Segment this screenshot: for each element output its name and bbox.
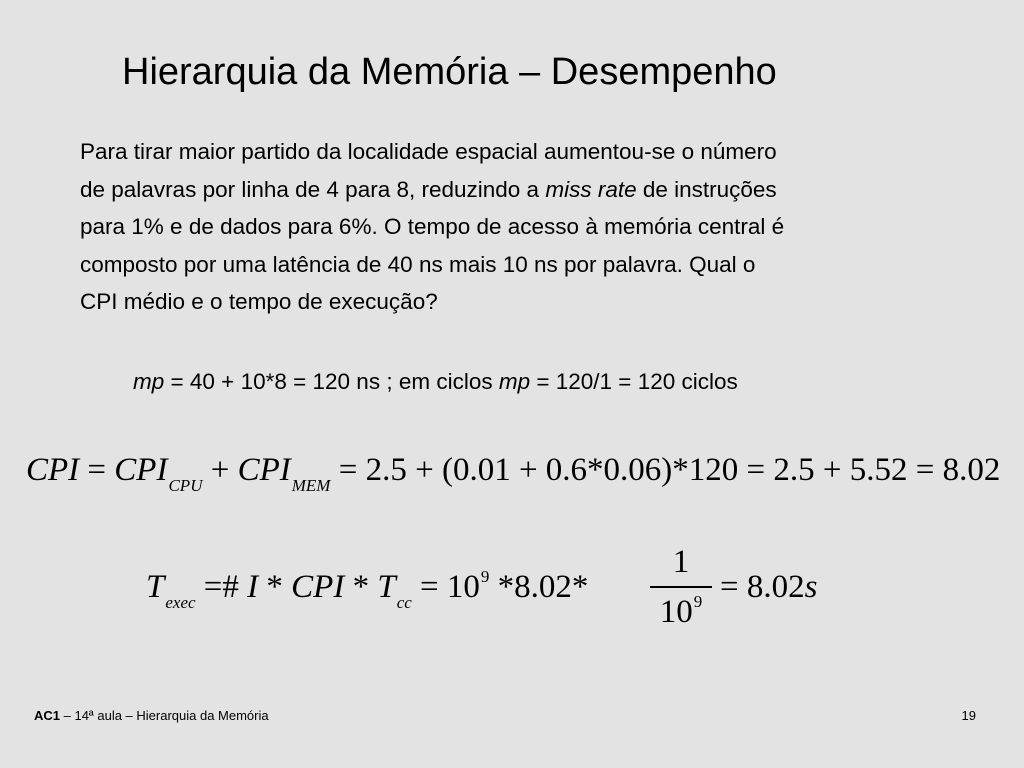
cpi-plus: + [202, 452, 238, 488]
exec-subscript: exec [165, 593, 196, 612]
mid-product: *8.02* [489, 569, 589, 605]
t-symbol: T [146, 569, 165, 605]
fraction-numerator: 1 [672, 544, 690, 580]
mem-subscript: MEM [291, 476, 331, 495]
footer-caption [34, 707, 269, 725]
cpu-subscript: CPU [168, 476, 203, 495]
exponent-9: 9 [480, 567, 490, 586]
cpi-symbol: CPI [291, 569, 345, 605]
miss-penalty-line [133, 365, 738, 399]
star-1: * [258, 569, 292, 605]
paragraph-line-1: Para tirar maior partido da localidade espacial aumentou-se o número [80, 139, 777, 164]
lesson-title: – 14ª aula – Hierarquia da Memória [60, 708, 269, 723]
star-2: * [344, 569, 378, 605]
course-code: AC1 [34, 708, 61, 723]
page-number: 19 [961, 708, 976, 723]
eq-hash: =# [195, 569, 248, 605]
fraction-bar [650, 586, 712, 588]
problem-statement [80, 133, 980, 321]
exec-time-left [146, 565, 588, 614]
cpi-equals: = [79, 452, 115, 488]
cpi-mem-term: CPI [237, 452, 291, 488]
result-value: = 8.02 [720, 569, 805, 605]
miss-rate-term: miss rate [545, 176, 637, 202]
denominator-exponent: 9 [693, 592, 703, 611]
seconds-unit: s [804, 569, 818, 605]
mp-symbol: mp [133, 369, 165, 394]
mp-calc-cycles: = 120/1 = 120 ciclos [530, 369, 738, 394]
paragraph-line-4: composto por uma latência de 40 ns mais 10 ns por palavra. Qual o [80, 251, 756, 277]
denominator-base: 10 [659, 594, 693, 630]
cpi-equation [26, 448, 1000, 497]
paragraph-line-2-end: de instruções [636, 176, 777, 202]
fraction [650, 540, 712, 639]
cc-subscript: cc [396, 593, 412, 612]
eq-2: = [411, 569, 447, 605]
t-cc-symbol: T [377, 569, 396, 605]
cpi-calculation: = 2.5 + (0.01 + 0.6*0.06)*120 = 2.5 + 5.52 = 8.02 [330, 452, 1001, 488]
fraction-denominator [650, 590, 712, 639]
ten-base: 10 [446, 569, 480, 605]
paragraph-line-3: para 1% e de dados para 6%. O tempo de acesso à memória central é [80, 214, 785, 239]
mp-symbol-2: mp [498, 369, 531, 394]
paragraph-line-5: CPI médio e o tempo de execução? [80, 289, 438, 314]
paragraph-line-2-start: de palavras por linha de 4 para 8, reduzindo a [80, 176, 546, 202]
paragraph-line-2 [80, 171, 980, 209]
cpi-cpu-term: CPI [114, 452, 168, 488]
exec-time-result [720, 565, 817, 609]
cpi-lhs: CPI [26, 452, 80, 488]
mp-calc-ns: = 40 + 10*8 = 120 ns ; em ciclos [164, 369, 499, 394]
i-symbol: I [247, 569, 259, 605]
slide-title: Hierarquia da Memória – Desempenho [122, 51, 777, 93]
